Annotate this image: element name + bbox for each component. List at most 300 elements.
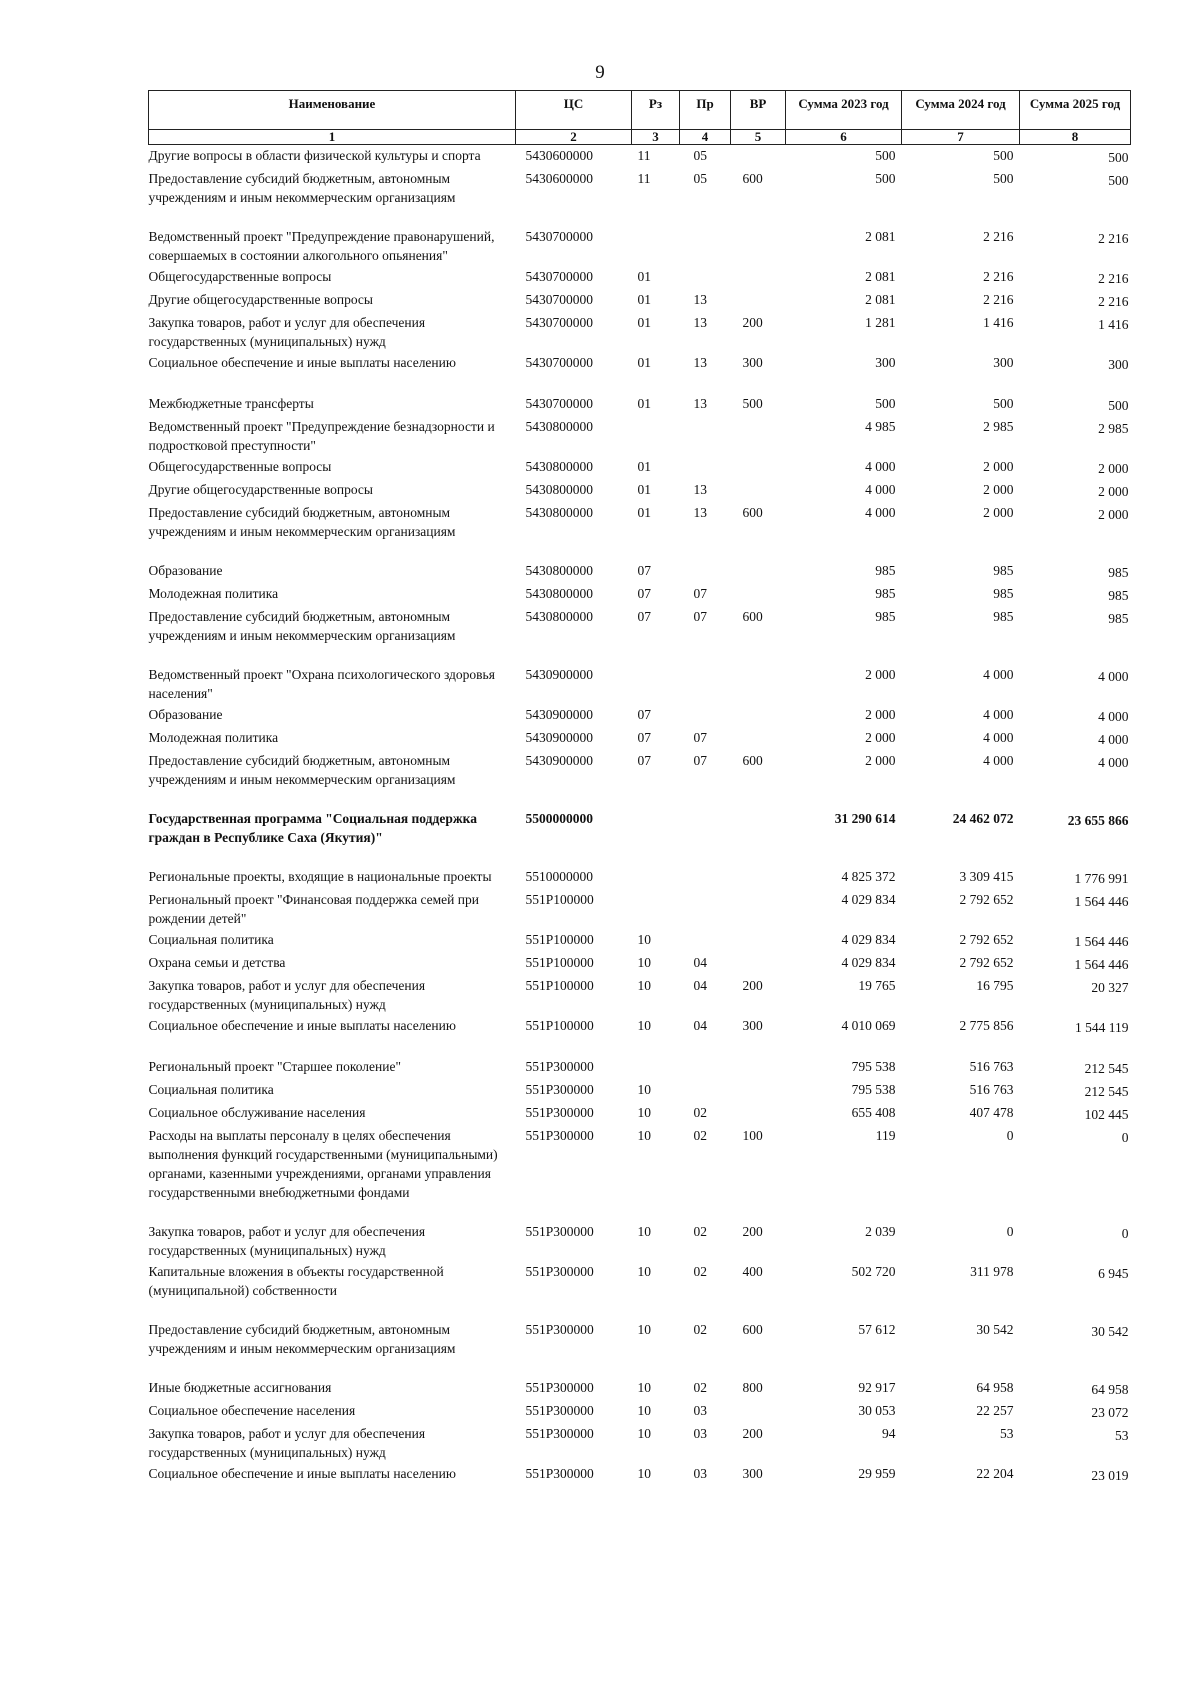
row-name: Молодежная политика	[148, 730, 279, 745]
row-name: Социальное обеспечение и иные выплаты населению	[148, 1466, 456, 1481]
row-name: Общегосударственные вопросы	[148, 269, 332, 284]
row-sum-2023: 500	[875, 171, 896, 186]
row-rz: 10	[637, 1128, 651, 1143]
row-rz: 10	[637, 1105, 651, 1120]
row-pr: 04	[693, 1018, 707, 1033]
row-sum-2024: 2 216	[983, 229, 1014, 244]
row-rz	[632, 808, 680, 866]
row-cs-code: 551P100000	[525, 978, 594, 993]
row-sum-2025: 4 000	[1098, 669, 1129, 684]
row-rz: 01	[637, 482, 651, 497]
row-pr: 13	[693, 396, 707, 411]
row-rz: 07	[637, 730, 651, 745]
row-sum-2024: 2 000	[983, 482, 1014, 497]
row-name: Молодежная политика	[148, 586, 279, 601]
row-sum-2023: 2 000	[865, 730, 896, 745]
row-pr	[680, 929, 731, 952]
row-vr: 600	[742, 1322, 763, 1337]
row-sum-2023: 2 081	[865, 292, 896, 307]
row-sum-2025: 0	[1121, 1130, 1129, 1145]
row-sum-2024: 22 204	[976, 1466, 1014, 1481]
column-number: 3	[632, 130, 680, 145]
header-name: Наименование	[149, 91, 516, 130]
column-number-row	[149, 130, 1131, 145]
row-rz: 10	[637, 932, 651, 947]
row-pr	[680, 456, 731, 479]
row-cs-code: 5430900000	[525, 730, 593, 745]
table-row	[149, 1221, 1131, 1261]
row-vr	[731, 1400, 786, 1423]
row-sum-2025: 212 545	[1084, 1084, 1129, 1099]
row-sum-2025: 102 445	[1084, 1107, 1129, 1122]
table-row	[149, 502, 1131, 560]
row-cs-code: 551P100000	[525, 932, 594, 947]
row-name: Расходы на выплаты персоналу в целях обеспечения выполнения функций государственными (муниципальными) органами, казенными учреждениями, органами управления государственными внебюджетными фондами	[148, 1128, 498, 1200]
header-cs: ЦС	[516, 91, 632, 130]
row-pr	[680, 560, 731, 583]
row-pr	[680, 226, 731, 266]
row-vr: 500	[742, 396, 763, 411]
row-cs-code: 5510000000	[525, 869, 593, 884]
row-sum-2025: 1 564 446	[1074, 934, 1129, 949]
row-cs-code: 551P100000	[525, 1018, 594, 1033]
row-cs-code: 5430800000	[525, 482, 593, 497]
row-sum-2023: 2 081	[865, 229, 896, 244]
row-sum-2023: 300	[875, 355, 896, 370]
row-cs-code: 551P100000	[525, 955, 594, 970]
table-row	[149, 808, 1131, 866]
row-sum-2024: 2 216	[983, 269, 1014, 284]
row-sum-2024: 0	[1006, 1224, 1014, 1239]
table-row	[149, 975, 1131, 1015]
row-rz: 10	[637, 1403, 651, 1418]
row-rz: 01	[637, 269, 651, 284]
row-rz: 11	[637, 148, 651, 163]
row-pr	[680, 808, 731, 866]
row-sum-2025: 212 545	[1084, 1061, 1129, 1076]
row-vr: 600	[742, 609, 763, 624]
row-cs-code: 5430600000	[525, 171, 593, 186]
row-name: Предоставление субсидий бюджетным, автономным учреждениям и иным некоммерческим организациям	[148, 753, 456, 787]
row-cs-code: 5430800000	[525, 563, 593, 578]
column-number: 7	[902, 130, 1020, 145]
row-name: Социальное обеспечение и иные выплаты населению	[148, 1018, 456, 1033]
row-vr	[731, 664, 786, 704]
row-sum-2024: 2 792 652	[959, 955, 1014, 970]
row-sum-2025: 4 000	[1098, 709, 1129, 724]
row-name: Образование	[148, 563, 223, 578]
row-vr	[731, 479, 786, 502]
row-sum-2024: 985	[993, 609, 1014, 624]
row-sum-2024: 3 309 415	[959, 869, 1014, 884]
row-sum-2024: 407 478	[969, 1105, 1014, 1120]
row-vr: 300	[742, 1018, 763, 1033]
row-sum-2025: 2 216	[1098, 271, 1129, 286]
row-sum-2025: 64 958	[1091, 1382, 1129, 1397]
row-sum-2023: 30 053	[858, 1403, 896, 1418]
row-pr: 03	[693, 1403, 707, 1418]
row-sum-2024: 500	[993, 171, 1014, 186]
row-sum-2025: 4 000	[1098, 755, 1129, 770]
table-row	[149, 952, 1131, 975]
row-name: Образование	[148, 707, 223, 722]
table-body	[149, 145, 1131, 1487]
row-rz: 10	[637, 1082, 651, 1097]
row-sum-2023: 985	[875, 563, 896, 578]
row-rz: 01	[637, 355, 651, 370]
row-rz: 10	[637, 1264, 651, 1279]
table-row	[149, 750, 1131, 808]
row-vr	[731, 560, 786, 583]
column-number: 8	[1020, 130, 1131, 145]
column-number: 5	[731, 130, 786, 145]
row-vr	[731, 583, 786, 606]
row-rz: 10	[637, 1322, 651, 1337]
row-rz	[632, 1056, 680, 1079]
row-cs-code: 551P300000	[525, 1466, 594, 1481]
row-sum-2023: 4 029 834	[841, 955, 896, 970]
row-cs-code: 5430600000	[525, 148, 593, 163]
header-sum-2025: Сумма 2025 год	[1020, 91, 1131, 130]
row-name: Государственная программа "Социальная поддержка граждан в Республике Саха (Якутия)"	[148, 811, 477, 845]
table-row	[149, 1319, 1131, 1377]
row-vr: 400	[742, 1264, 763, 1279]
row-sum-2024: 22 257	[976, 1403, 1014, 1418]
row-name: Социальная политика	[148, 1082, 274, 1097]
row-name: Ведомственный проект "Охрана психологического здоровья населения"	[148, 667, 495, 701]
row-cs-code: 551P300000	[525, 1224, 594, 1239]
row-vr	[731, 889, 786, 929]
row-cs-code: 551P300000	[525, 1380, 594, 1395]
table-row	[149, 929, 1131, 952]
row-pr	[680, 266, 731, 289]
row-name: Закупка товаров, работ и услуг для обеспечения государственных (муниципальных) нужд	[148, 315, 426, 349]
row-vr: 800	[742, 1380, 763, 1395]
row-rz	[632, 866, 680, 889]
row-cs-code: 551P300000	[525, 1322, 594, 1337]
row-sum-2024: 516 763	[969, 1082, 1014, 1097]
row-pr: 02	[693, 1264, 707, 1279]
row-pr: 07	[693, 730, 707, 745]
row-pr	[680, 704, 731, 727]
row-cs-code: 5430700000	[525, 355, 593, 370]
row-cs-code: 551P300000	[525, 1105, 594, 1120]
row-vr	[731, 266, 786, 289]
table-row	[149, 266, 1131, 289]
row-sum-2025: 2 000	[1098, 461, 1129, 476]
row-sum-2025: 2 000	[1098, 507, 1129, 522]
row-rz: 01	[637, 505, 651, 520]
table-row	[149, 1400, 1131, 1423]
row-sum-2024: 30 542	[976, 1322, 1014, 1337]
row-rz: 01	[637, 292, 651, 307]
row-sum-2023: 4 825 372	[841, 869, 896, 884]
row-vr	[731, 226, 786, 266]
row-cs-code: 5430800000	[525, 586, 593, 601]
row-sum-2025: 985	[1108, 565, 1129, 580]
row-sum-2025: 2 985	[1098, 421, 1129, 436]
row-name: Охрана семьи и детства	[148, 955, 286, 970]
row-sum-2024: 4 000	[983, 707, 1014, 722]
row-pr: 04	[693, 955, 707, 970]
row-cs-code: 5430800000	[525, 505, 593, 520]
row-sum-2023: 2 000	[865, 707, 896, 722]
row-sum-2024: 4 000	[983, 730, 1014, 745]
row-sum-2024: 2 792 652	[959, 892, 1014, 907]
row-sum-2024: 516 763	[969, 1059, 1014, 1074]
row-vr	[731, 1102, 786, 1125]
row-sum-2023: 119	[875, 1128, 896, 1143]
row-sum-2024: 4 000	[983, 667, 1014, 682]
row-rz: 10	[637, 1224, 651, 1239]
row-sum-2023: 57 612	[858, 1322, 896, 1337]
row-sum-2024: 2 000	[983, 459, 1014, 474]
row-pr: 07	[693, 586, 707, 601]
table-row	[149, 1423, 1131, 1463]
row-rz	[632, 416, 680, 456]
row-rz: 07	[637, 586, 651, 601]
row-rz	[632, 664, 680, 704]
row-sum-2023: 94	[882, 1426, 896, 1441]
row-name: Закупка товаров, работ и услуг для обеспечения государственных (муниципальных) нужд	[148, 1224, 426, 1258]
row-rz	[632, 226, 680, 266]
header-sum-2023: Сумма 2023 год	[786, 91, 902, 130]
row-cs-code: 551P300000	[525, 1082, 594, 1097]
row-sum-2025: 2 216	[1098, 231, 1129, 246]
row-cs-code: 5430700000	[525, 396, 593, 411]
row-sum-2025: 1 564 446	[1074, 957, 1129, 972]
row-pr: 02	[693, 1380, 707, 1395]
row-pr: 05	[693, 148, 707, 163]
row-pr: 13	[693, 315, 707, 330]
row-sum-2025: 985	[1108, 611, 1129, 626]
row-pr: 07	[693, 753, 707, 768]
row-cs-code: 5430900000	[525, 707, 593, 722]
row-sum-2023: 1 281	[865, 315, 896, 330]
row-pr: 02	[693, 1105, 707, 1120]
column-number: 4	[680, 130, 731, 145]
row-cs-code: 5430900000	[525, 753, 593, 768]
column-number: 6	[786, 130, 902, 145]
table-row	[149, 727, 1131, 750]
table-row	[149, 352, 1131, 393]
row-pr: 03	[693, 1426, 707, 1441]
row-sum-2023: 795 538	[851, 1082, 896, 1097]
row-name: Ведомственный проект "Предупреждение правонарушений, совершаемых в состоянии алкогольного опьянения"	[148, 229, 495, 263]
row-sum-2023: 4 010 069	[841, 1018, 896, 1033]
table-row	[149, 704, 1131, 727]
row-sum-2025: 300	[1108, 357, 1129, 372]
table-row	[149, 1079, 1131, 1102]
row-sum-2023: 985	[875, 586, 896, 601]
row-name: Другие общегосударственные вопросы	[148, 292, 373, 307]
row-name: Предоставление субсидий бюджетным, автономным учреждениям и иным некоммерческим организациям	[148, 505, 456, 539]
table-row	[149, 289, 1131, 312]
row-sum-2023: 4 000	[865, 505, 896, 520]
row-vr	[731, 952, 786, 975]
table-row	[149, 226, 1131, 266]
row-vr: 200	[742, 1224, 763, 1239]
row-sum-2025: 0	[1121, 1226, 1129, 1241]
table-row	[149, 1056, 1131, 1079]
row-sum-2023: 2 039	[865, 1224, 896, 1239]
row-sum-2025: 6 945	[1098, 1266, 1129, 1281]
row-sum-2024: 16 795	[976, 978, 1014, 993]
row-vr: 200	[742, 315, 763, 330]
row-sum-2023: 795 538	[851, 1059, 896, 1074]
row-name: Ведомственный проект "Предупреждение безнадзорности и подростковой преступности"	[148, 419, 495, 453]
row-sum-2024: 2 792 652	[959, 932, 1014, 947]
row-sum-2023: 2 000	[865, 753, 896, 768]
row-sum-2024: 2 985	[983, 419, 1014, 434]
table-row	[149, 456, 1131, 479]
row-vr	[731, 727, 786, 750]
row-sum-2023: 500	[875, 148, 896, 163]
table-row	[149, 560, 1131, 583]
header-sum-2024: Сумма 2024 год	[902, 91, 1020, 130]
row-sum-2025: 2 000	[1098, 484, 1129, 499]
row-sum-2024: 500	[993, 396, 1014, 411]
row-name: Другие общегосударственные вопросы	[148, 482, 373, 497]
row-rz: 10	[637, 978, 651, 993]
row-rz: 01	[637, 315, 651, 330]
row-cs-code: 5430700000	[525, 292, 593, 307]
table-row	[149, 1015, 1131, 1056]
row-sum-2025: 30 542	[1091, 1324, 1129, 1339]
row-name: Другие вопросы в области физической культуры и спорта	[148, 148, 481, 163]
table-row	[149, 866, 1131, 889]
table-row	[149, 312, 1131, 352]
row-sum-2023: 19 765	[858, 978, 896, 993]
row-pr	[680, 889, 731, 929]
row-sum-2023: 4 985	[865, 419, 896, 434]
row-pr: 13	[693, 482, 707, 497]
row-vr	[731, 416, 786, 456]
row-sum-2025: 1 416	[1098, 317, 1129, 332]
row-pr	[680, 1079, 731, 1102]
row-sum-2025: 23 019	[1091, 1468, 1129, 1483]
row-sum-2023: 2 000	[865, 667, 896, 682]
row-sum-2024: 4 000	[983, 753, 1014, 768]
row-sum-2025: 53	[1115, 1428, 1129, 1443]
row-vr	[731, 866, 786, 889]
row-name: Социальное обеспечение населения	[148, 1403, 356, 1418]
header-pr: Пр	[680, 91, 731, 130]
table-header-row	[149, 91, 1131, 130]
row-name: Закупка товаров, работ и услуг для обеспечения государственных (муниципальных) нужд	[148, 978, 426, 1012]
row-sum-2023: 92 917	[858, 1380, 896, 1395]
row-cs-code: 551P100000	[525, 892, 594, 907]
table-row	[149, 1261, 1131, 1319]
row-pr: 07	[693, 609, 707, 624]
row-sum-2024: 985	[993, 586, 1014, 601]
header-vr: ВР	[731, 91, 786, 130]
row-cs-code: 5430800000	[525, 609, 593, 624]
row-pr: 13	[693, 292, 707, 307]
row-sum-2025: 4 000	[1098, 732, 1129, 747]
row-rz: 10	[637, 1380, 651, 1395]
row-rz: 10	[637, 1466, 651, 1481]
row-cs-code: 551P300000	[525, 1403, 594, 1418]
row-sum-2025: 500	[1108, 398, 1129, 413]
table-row	[149, 416, 1131, 456]
row-name: Межбюджетные трансферты	[148, 396, 314, 411]
row-vr: 600	[742, 171, 763, 186]
row-vr	[731, 145, 786, 169]
row-vr	[731, 808, 786, 866]
budget-table	[148, 90, 1131, 1486]
row-rz: 01	[637, 396, 651, 411]
row-rz: 07	[637, 707, 651, 722]
row-vr: 600	[742, 753, 763, 768]
row-sum-2024: 500	[993, 148, 1014, 163]
row-name: Иные бюджетные ассигнования	[148, 1380, 332, 1395]
row-name: Региональный проект "Финансовая поддержка семей при рождении детей"	[148, 892, 479, 926]
table-row	[149, 1102, 1131, 1125]
row-sum-2025: 500	[1108, 173, 1129, 188]
row-rz: 07	[637, 563, 651, 578]
row-name: Региональные проекты, входящие в национальные проекты	[148, 869, 492, 884]
row-sum-2025: 23 655 866	[1067, 813, 1129, 828]
row-sum-2025: 500	[1108, 150, 1129, 165]
row-vr	[731, 929, 786, 952]
row-name: Социальная политика	[148, 932, 274, 947]
header-rz: Рз	[632, 91, 680, 130]
row-pr	[680, 1056, 731, 1079]
table-row	[149, 583, 1131, 606]
row-sum-2023: 4 000	[865, 459, 896, 474]
row-sum-2024: 53	[1000, 1426, 1014, 1441]
row-pr	[680, 664, 731, 704]
row-vr: 300	[742, 1466, 763, 1481]
row-vr	[731, 1056, 786, 1079]
table-row	[149, 168, 1131, 226]
row-pr	[680, 416, 731, 456]
table-row	[149, 606, 1131, 664]
row-cs-code: 551P300000	[525, 1059, 594, 1074]
row-pr: 05	[693, 171, 707, 186]
row-sum-2023: 985	[875, 609, 896, 624]
row-vr	[731, 456, 786, 479]
column-number: 2	[516, 130, 632, 145]
row-pr: 03	[693, 1466, 707, 1481]
row-cs-code: 5430800000	[525, 419, 593, 434]
row-sum-2025: 1 776 991	[1074, 871, 1129, 886]
row-rz: 11	[637, 171, 651, 186]
row-name: Капитальные вложения в объекты государственной (муниципальной) собственности	[148, 1264, 444, 1298]
row-pr: 04	[693, 978, 707, 993]
row-name: Предоставление субсидий бюджетным, автономным учреждениям и иным некоммерческим организациям	[148, 171, 456, 205]
row-cs-code: 551P300000	[525, 1426, 594, 1441]
row-pr: 02	[693, 1128, 707, 1143]
row-sum-2024: 0	[1006, 1128, 1014, 1143]
table-row	[149, 393, 1131, 416]
row-pr: 13	[693, 355, 707, 370]
row-pr	[680, 866, 731, 889]
row-cs-code: 5430900000	[525, 667, 593, 682]
row-name: Предоставление субсидий бюджетным, автономным учреждениям и иным некоммерческим организациям	[148, 609, 456, 643]
row-cs-code: 551P300000	[525, 1264, 594, 1279]
row-sum-2023: 655 408	[851, 1105, 896, 1120]
row-vr: 100	[742, 1128, 763, 1143]
row-vr: 200	[742, 1426, 763, 1441]
row-rz: 07	[637, 753, 651, 768]
row-name: Закупка товаров, работ и услуг для обеспечения государственных (муниципальных) нужд	[148, 1426, 426, 1460]
row-cs-code: 5430800000	[525, 459, 593, 474]
row-sum-2025: 1 544 119	[1075, 1020, 1129, 1035]
row-cs-code: 5430700000	[525, 229, 593, 244]
row-name: Региональный проект "Старшее поколение"	[148, 1059, 401, 1074]
